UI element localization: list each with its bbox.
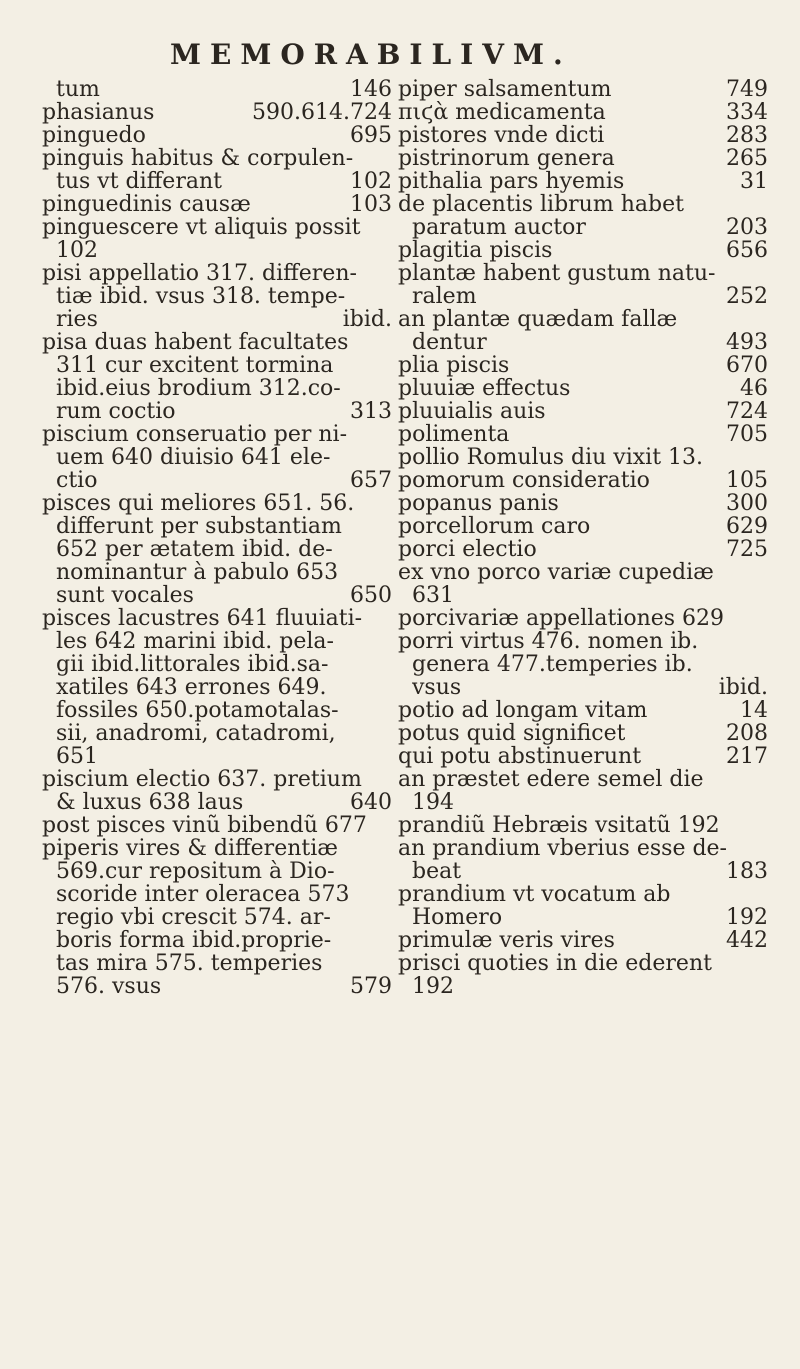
index-line: [398, 446, 768, 469]
index-line: [398, 101, 768, 124]
index-entry-text: pluuialis auis: [398, 400, 546, 423]
index-page-ref: 300: [726, 491, 768, 516]
index-line: [42, 101, 392, 124]
index-entry-text: genera 477.temperies ib.: [412, 653, 693, 676]
index-line: [42, 446, 392, 469]
index-line: [398, 791, 768, 814]
index-line: [42, 814, 392, 837]
index-line: [398, 768, 768, 791]
index-entry-text: piscium electio 637. pretium: [42, 768, 362, 791]
index-page-ref: 629: [726, 514, 768, 539]
index-line: [398, 285, 768, 308]
index-entry-text: paratum auctor: [412, 216, 586, 239]
index-entry-text: ralem: [412, 285, 477, 308]
index-line: [42, 308, 392, 331]
index-entry-text: phasianus: [42, 101, 155, 124]
index-line: [42, 423, 392, 446]
index-entry-text: pluuiæ effectus: [398, 377, 571, 400]
index-entry-text: tum: [56, 78, 100, 101]
index-line: [398, 814, 768, 837]
index-line: [42, 630, 392, 653]
index-line: [42, 170, 392, 193]
index-entry-text: an præstet edere semel die: [398, 768, 704, 791]
index-entry-text: ex vno porco variæ cupediæ: [398, 561, 714, 584]
index-page-ref: 192: [726, 905, 768, 930]
index-entry-text: an plantæ quædam fallæ: [398, 308, 678, 331]
index-line: [42, 285, 392, 308]
index-column-right: [398, 78, 768, 998]
index-entry-text: differunt per substantiam: [56, 515, 342, 538]
index-page-ref: 493: [726, 330, 768, 355]
index-entry-text: sii, anadromi, catadromi,: [56, 722, 336, 745]
index-page-ref: 265: [726, 146, 768, 171]
index-page-ref: 695: [350, 123, 392, 148]
index-entry-text: xatiles 643 errones 649.: [56, 676, 327, 699]
index-entry-text: 102: [56, 239, 98, 262]
index-page-ref: 146: [350, 77, 392, 102]
index-line: [398, 906, 768, 929]
index-entry-text: piperis vires & differentiæ: [42, 837, 338, 860]
index-line: [42, 676, 392, 699]
index-entry-text: de placentis librum habet: [398, 193, 684, 216]
index-entry-text: pinguescere vt aliquis possit: [42, 216, 361, 239]
index-entry-text: pomorum consideratio: [398, 469, 650, 492]
index-entry-text: ries: [56, 308, 98, 331]
index-entry-text: plagitia piscis: [398, 239, 553, 262]
index-line: [42, 515, 392, 538]
index-entry-text: porcivariæ appellationes 629: [398, 607, 725, 630]
index-entry-text: polimenta: [398, 423, 510, 446]
index-page-ref: 705: [726, 422, 768, 447]
index-line: [42, 607, 392, 630]
index-page-ref: ibid.: [342, 307, 392, 332]
index-entry-text: ctio: [56, 469, 98, 492]
index-entry-text: dentur: [412, 331, 487, 354]
index-entry-text: pisi appellatio 317. differen-: [42, 262, 357, 285]
index-entry-text: 631: [412, 584, 454, 607]
index-page-ref: 283: [726, 123, 768, 148]
index-line: [398, 630, 768, 653]
index-page-ref: 650: [350, 583, 392, 608]
index-line: [42, 952, 392, 975]
index-entry-text: uem 640 diuisio 641 ele-: [56, 446, 331, 469]
index-page-ref: 105: [726, 468, 768, 493]
index-entry-text: pisces lacustres 641 fluuiati-: [42, 607, 363, 630]
index-line: [42, 906, 392, 929]
index-entry-text: pinguedo: [42, 124, 146, 147]
index-line: [398, 883, 768, 906]
index-line: [42, 354, 392, 377]
index-line: [398, 239, 768, 262]
index-entry-text: prandium vt vocatum ab: [398, 883, 671, 906]
index-line: [42, 492, 392, 515]
index-page-ref: 14: [740, 698, 768, 723]
index-line: [398, 975, 768, 998]
index-entry-text: piper salsamentum: [398, 78, 612, 101]
index-entry-text: pinguis habitus & corpulen-: [42, 147, 354, 170]
index-page-ref: 183: [726, 859, 768, 884]
index-entry-text: & luxus 638 laus: [56, 791, 244, 814]
index-entry-text: πιϛὰ medicamenta: [398, 101, 606, 124]
index-line: [42, 561, 392, 584]
index-page-ref: 217: [726, 744, 768, 769]
index-line: [42, 883, 392, 906]
index-page-ref: 442: [726, 928, 768, 953]
index-page-ref: 46: [740, 376, 768, 401]
index-line: [42, 653, 392, 676]
index-entry-text: 569.cur repositum à Dio-: [56, 860, 335, 883]
index-page-ref: 203: [726, 215, 768, 240]
index-line: [42, 929, 392, 952]
index-entry-text: pistrinorum genera: [398, 147, 615, 170]
index-page-ref: 640: [350, 790, 392, 815]
index-line: [42, 469, 392, 492]
index-entry-text: beat: [412, 860, 462, 883]
index-entry-text: boris forma ibid.proprie-: [56, 929, 332, 952]
index-page-ref: 313: [350, 399, 392, 424]
index-line: [42, 193, 392, 216]
index-line: [398, 423, 768, 446]
index-line: [398, 78, 768, 101]
index-line: [398, 492, 768, 515]
index-column-left: [42, 78, 392, 998]
index-line: [42, 860, 392, 883]
index-line: [42, 768, 392, 791]
index-line: [398, 929, 768, 952]
index-line: [398, 377, 768, 400]
index-page-ref: 31: [740, 169, 768, 194]
index-entry-text: porcellorum caro: [398, 515, 591, 538]
index-entry-text: popanus panis: [398, 492, 559, 515]
index-entry-text: scoride inter oleracea 573: [56, 883, 350, 906]
index-line: [42, 584, 392, 607]
index-line: [398, 653, 768, 676]
index-entry-text: pisa duas habent facultates: [42, 331, 349, 354]
index-entry-text: fossiles 650.potamotalas-: [56, 699, 339, 722]
index-line: [398, 745, 768, 768]
index-entry-text: les 642 marini ibid. pela-: [56, 630, 334, 653]
index-line: [42, 239, 392, 262]
index-entry-text: pinguedinis causæ: [42, 193, 251, 216]
index-entry-text: tas mira 575. temperies: [56, 952, 323, 975]
index-entry-text: vsus: [412, 676, 462, 699]
index-entry-text: prandiũ Hebræis vsitatũ 192: [398, 814, 720, 837]
index-entry-text: post pisces vinũ bibendũ 677: [42, 814, 367, 837]
index-page-ref: 102: [350, 169, 392, 194]
index-line: [398, 860, 768, 883]
index-entry-text: potus quid significet: [398, 722, 626, 745]
index-entry-text: 194: [412, 791, 454, 814]
index-entry-text: Homero: [412, 906, 503, 929]
index-line: [398, 331, 768, 354]
index-entry-text: plantæ habent gustum natu-: [398, 262, 716, 285]
index-page-ref: 252: [726, 284, 768, 309]
index-entry-text: potio ad longam vitam: [398, 699, 648, 722]
index-line: [398, 469, 768, 492]
index-entry-text: gii ibid.littorales ibid.sa-: [56, 653, 329, 676]
index-entry-text: tiæ ibid. vsus 318. tempe-: [56, 285, 346, 308]
index-page-ref: ibid.: [718, 675, 768, 700]
index-line: [42, 745, 392, 768]
index-entry-text: porri virtus 476. nomen ib.: [398, 630, 699, 653]
index-entry-text: an prandium vberius esse de-: [398, 837, 727, 860]
index-page-ref: 657: [350, 468, 392, 493]
index-entry-text: tus vt differant: [56, 170, 222, 193]
index-entry-text: pistores vnde dicti: [398, 124, 605, 147]
index-line: [42, 837, 392, 860]
index-line: [42, 538, 392, 561]
index-entry-text: primulæ veris vires: [398, 929, 615, 952]
index-entry-text: 311 cur excitent tormina: [56, 354, 334, 377]
index-page-ref: 208: [726, 721, 768, 746]
index-line: [42, 791, 392, 814]
index-entry-text: nominantur à pabulo 653: [56, 561, 339, 584]
index-entry-text: porci electio: [398, 538, 537, 561]
index-entry-text: plia piscis: [398, 354, 510, 377]
index-line: [398, 400, 768, 423]
index-line: [42, 400, 392, 423]
index-page-ref: 334: [726, 100, 768, 125]
index-page-ref: 749: [726, 77, 768, 102]
index-entry-text: 192: [412, 975, 454, 998]
index-page-ref: 590.614.724: [252, 100, 392, 125]
index-page-ref: 725: [726, 537, 768, 562]
index-line: [398, 515, 768, 538]
index-line: [398, 354, 768, 377]
index-entry-text: qui potu abstinuerunt: [398, 745, 642, 768]
index-entry-text: ibid.eius brodium 312.co-: [56, 377, 341, 400]
index-page-ref: 103: [350, 192, 392, 217]
index-line: [398, 676, 768, 699]
index-entry-text: regio vbi crescit 574. ar-: [56, 906, 331, 929]
index-line: [398, 262, 768, 285]
index-line: [398, 837, 768, 860]
index-entry-text: 651: [56, 745, 98, 768]
index-entry-text: rum coctio: [56, 400, 176, 423]
index-entry-text: prisci quoties in die ederent: [398, 952, 712, 975]
index-line: [42, 124, 392, 147]
index-line: [398, 193, 768, 216]
index-entry-text: pisces qui meliores 651. 56.: [42, 492, 355, 515]
index-line: [398, 147, 768, 170]
index-line: [398, 216, 768, 239]
index-page-ref: 656: [726, 238, 768, 263]
index-line: [398, 170, 768, 193]
index-page-ref: 724: [726, 399, 768, 424]
index-line: [42, 262, 392, 285]
index-line: [42, 722, 392, 745]
index-line: [398, 308, 768, 331]
index-entry-text: 576. vsus: [56, 975, 162, 998]
index-line: [398, 952, 768, 975]
index-line: [42, 975, 392, 998]
index-line: [42, 78, 392, 101]
index-line: [398, 538, 768, 561]
index-line: [398, 722, 768, 745]
index-line: [398, 124, 768, 147]
index-entry-text: pollio Romulus diu vixit 13.: [398, 446, 704, 469]
index-page-ref: 579: [350, 974, 392, 999]
index-line: [398, 699, 768, 722]
index-line: [42, 377, 392, 400]
index-line: [42, 699, 392, 722]
running-header: MEMORABILIVM.: [170, 38, 572, 71]
index-entry-text: piscium conseruatio per ni-: [42, 423, 348, 446]
index-line: [398, 561, 768, 584]
index-line: [398, 584, 768, 607]
index-entry-text: sunt vocales: [56, 584, 194, 607]
index-line: [42, 147, 392, 170]
index-entry-text: pithalia pars hyemis: [398, 170, 625, 193]
index-line: [398, 607, 768, 630]
index-line: [42, 216, 392, 239]
index-page-ref: 670: [726, 353, 768, 378]
index-entry-text: 652 per ætatem ibid. de-: [56, 538, 333, 561]
index-line: [42, 331, 392, 354]
